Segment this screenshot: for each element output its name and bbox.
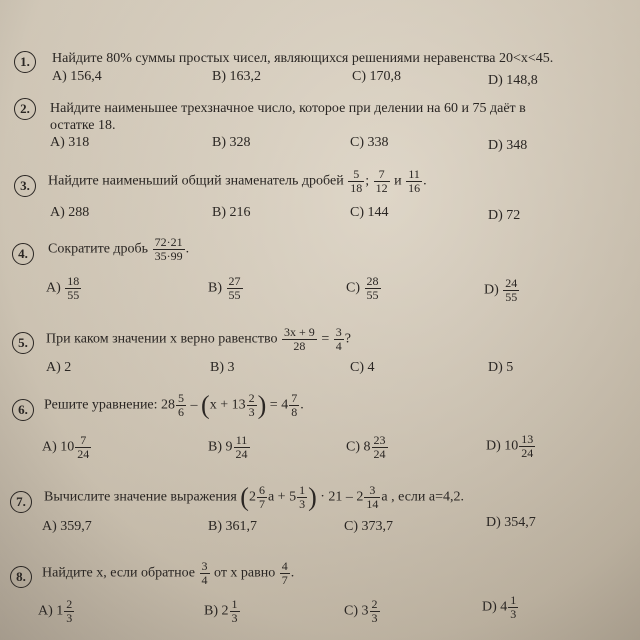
fraction: $\frac{3}{14}$ bbox=[366, 483, 379, 511]
option-c[interactable]: С) 8 $\frac{23}{24}$ bbox=[346, 433, 386, 461]
option-b[interactable]: В) 3 bbox=[210, 360, 235, 375]
option-d[interactable]: D) 72 bbox=[488, 208, 521, 223]
option-c[interactable]: С) 170,8 bbox=[352, 69, 401, 84]
option-c[interactable]: С) 338 bbox=[350, 135, 389, 150]
question-text-cont: остатке 18. bbox=[50, 118, 116, 133]
option-d[interactable]: D) 4 $\frac{1}{3}$ bbox=[482, 593, 517, 621]
fraction: $\frac{5}{6}$ bbox=[178, 391, 185, 419]
fraction: $\frac{3x + 9}{28}$ bbox=[284, 325, 315, 353]
option-a[interactable]: А) 156,4 bbox=[52, 69, 102, 84]
option-d[interactable]: D) $\frac{24}{55}$ bbox=[484, 276, 518, 304]
option-a[interactable]: А) 2 bbox=[46, 360, 72, 375]
option-a[interactable]: А) $\frac{18}{55}$ bbox=[46, 274, 80, 302]
fraction: $\frac{1}{3}$ bbox=[299, 483, 306, 511]
fraction: $\frac{5}{18}$ bbox=[350, 167, 363, 195]
fraction: $\frac{4}{7}$ bbox=[281, 559, 288, 587]
option-c[interactable]: С) 4 bbox=[350, 360, 375, 375]
question-number: 8. bbox=[10, 566, 32, 588]
question-text: Найдите наименьший общий знаменатель дробей $\frac{5}{18}$ ; $\frac{7}{12}$ и $\frac{11}{16}$ . bbox=[48, 167, 427, 195]
fraction: $\frac{7}{8}$ bbox=[291, 391, 298, 419]
question-number: 2. bbox=[14, 98, 36, 120]
option-d[interactable]: D) 148,8 bbox=[488, 73, 538, 88]
option-b[interactable]: В) $\frac{27}{55}$ bbox=[208, 274, 241, 302]
option-d[interactable]: D) 10 $\frac{13}{24}$ bbox=[486, 432, 534, 460]
option-a[interactable]: А) 10 $\frac{7}{24}$ bbox=[42, 433, 90, 461]
option-d[interactable]: D) 354,7 bbox=[486, 515, 536, 530]
option-a[interactable]: А) 318 bbox=[50, 135, 90, 150]
question-number: 1. bbox=[14, 51, 36, 73]
fraction: $\frac{6}{7}$ bbox=[258, 483, 265, 511]
option-a[interactable]: А) 1 $\frac{2}{3}$ bbox=[38, 597, 73, 625]
question-number: 7. bbox=[10, 491, 32, 513]
fraction: $\frac{3}{4}$ bbox=[335, 325, 342, 353]
option-d[interactable]: D) 348 bbox=[488, 138, 528, 153]
option-b[interactable]: В) 9 $\frac{11}{24}$ bbox=[208, 433, 248, 461]
option-c[interactable]: С) $\frac{28}{55}$ bbox=[346, 274, 379, 302]
option-b[interactable]: В) 361,7 bbox=[208, 519, 257, 534]
option-b[interactable]: В) 216 bbox=[212, 205, 251, 220]
option-d[interactable]: D) 5 bbox=[488, 360, 514, 375]
fraction: $\frac{72\cdot 21}{35\cdot 99}$ bbox=[154, 235, 183, 263]
option-a[interactable]: А) 288 bbox=[50, 205, 90, 220]
question-text: Найдите 80% суммы простых чисел, являющихся решениями неравенства 20<x<45. bbox=[52, 51, 554, 66]
question-text: При каком значении x верно равенство $\frac{3x + 9}{28}$ = $\frac{3}{4}$ ? bbox=[46, 325, 351, 353]
question-number: 5. bbox=[12, 332, 34, 354]
question-text: Найдите наименьшее трехзначное число, которое при делении на 60 и 75 даёт в bbox=[50, 101, 526, 116]
question-text: Сократите дробь $\frac{72\cdot 21}{35\cdot 99}$ . bbox=[48, 235, 190, 263]
fraction: $\frac{2}{3}$ bbox=[248, 391, 255, 419]
question-number: 6. bbox=[12, 399, 34, 421]
question-text: Решите уравнение: 28 $\frac{5}{6}$ – (x + 13 $\frac{2}{3}$ ) = 4 $\frac{7}{8}$ . bbox=[44, 390, 304, 420]
option-b[interactable]: В) 328 bbox=[212, 135, 251, 150]
question-text: Вычислите значение выражения (2 $\frac{6}{7}$ a + 5 $\frac{1}{3}$ ) · 21 – 2 $\frac{3}{14}$ a , если a=4,2. bbox=[44, 482, 464, 512]
option-c[interactable]: С) 373,7 bbox=[344, 519, 393, 534]
option-a[interactable]: А) 359,7 bbox=[42, 519, 92, 534]
question-number: 4. bbox=[12, 243, 34, 265]
option-c[interactable]: С) 144 bbox=[350, 205, 389, 220]
question-text: Найдите x, если обратное $\frac{3}{4}$ от x равно $\frac{4}{7}$ . bbox=[42, 559, 295, 587]
question-number: 3. bbox=[14, 175, 36, 197]
option-b[interactable]: В) 2 $\frac{1}{3}$ bbox=[204, 597, 238, 625]
option-c[interactable]: С) 3 $\frac{2}{3}$ bbox=[344, 597, 378, 625]
fraction: $\frac{7}{12}$ bbox=[375, 167, 388, 195]
fraction: $\frac{3}{4}$ bbox=[201, 559, 208, 587]
fraction: $\frac{11}{16}$ bbox=[408, 167, 421, 195]
option-b[interactable]: В) 163,2 bbox=[212, 69, 261, 84]
